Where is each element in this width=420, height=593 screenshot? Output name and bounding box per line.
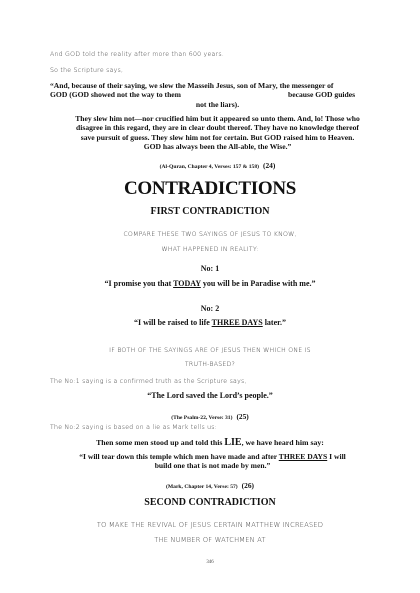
saying-emphasis: TODAY bbox=[173, 279, 201, 288]
saying-label-2: No: 2 bbox=[200, 304, 220, 313]
saying-text: “I promise you that bbox=[104, 279, 174, 288]
quote-line: They slew him not—nor crucified him but it appeared so unto them. And, lo! Those who bbox=[75, 114, 360, 123]
quote-line bbox=[50, 90, 385, 99]
compare-line-1: COMPARE THESE TWO SAYINGS OF JESUS TO KNOW, bbox=[123, 231, 297, 238]
quote-line: GOD has always been the All-able, the Wise.” bbox=[143, 142, 292, 152]
quote-fragment: GOD (GOD showed not the way to them bbox=[50, 90, 181, 100]
quote-emphasis: THREE DAYS bbox=[278, 452, 328, 461]
saying-text: you will be in Paradise with me.” bbox=[200, 279, 316, 288]
mark-quote bbox=[40, 452, 385, 471]
quote-text: I will bbox=[327, 452, 346, 461]
psalm-reference bbox=[0, 406, 420, 424]
quote-text: “I will tear down this temple which men have made and after bbox=[79, 452, 279, 461]
saying-2 bbox=[0, 318, 420, 327]
compare-line-2: WHAT HAPPENED IN REALITY: bbox=[161, 246, 259, 253]
quote-line: not the liars). bbox=[195, 99, 240, 109]
question-line-2: TRUTH-BASED? bbox=[184, 361, 236, 368]
second-line-2: THE NUMBER OF WATCHMEN AT bbox=[154, 536, 266, 544]
section-title: FIRST CONTRADICTION bbox=[150, 206, 270, 217]
intro-line-1: And GOD told the reality after more than 600 years. bbox=[50, 51, 225, 58]
quote-line: “And, because of their saying, we slew the Masseih Jesus, son of Mary, the messenger of bbox=[50, 81, 334, 90]
quote-fragment: because GOD guides bbox=[288, 90, 356, 100]
saying-label-1: No: 1 bbox=[200, 264, 220, 273]
page-number: 346 bbox=[206, 560, 214, 565]
quran-reference bbox=[50, 155, 385, 173]
quran-quote bbox=[50, 81, 385, 109]
quote-line: save pursuit of guess. They slew him not for certain. But GOD raised him to Heaven. bbox=[80, 132, 355, 142]
saying-text: “I will be raised to life bbox=[134, 318, 212, 327]
section-title-2: SECOND CONTRADICTION bbox=[144, 497, 276, 508]
mark-text: , we have heard him say: bbox=[241, 438, 324, 447]
page-title: CONTRADICTIONS bbox=[123, 178, 297, 199]
reference-number: (25) bbox=[236, 412, 249, 421]
mark-reference bbox=[0, 475, 420, 493]
saying-text: later.” bbox=[262, 318, 286, 327]
reference-number: (26) bbox=[241, 481, 254, 490]
question-line-1: IF BOTH OF THE SAYINGS ARE OF JESUS THEN WHICH ONE IS bbox=[109, 347, 311, 354]
reference-number: (24) bbox=[263, 161, 276, 170]
reference-text: (Al-Quran, Chapter 4, Verses: 157 & 158) bbox=[159, 164, 259, 170]
intro-line-2: So the Scripture says, bbox=[50, 67, 124, 74]
psalm-quote: “The Lord saved the Lord’s people.” bbox=[147, 391, 273, 400]
second-line-1: TO MAKE THE REVIVAL OF JESUS CERTAIN MATTHEW INCREASED bbox=[96, 521, 324, 529]
quote-line: disagree in this regard, they are in clear doubt thereof. They have no knowledge thereof bbox=[76, 123, 359, 133]
quran-quote-continued bbox=[50, 114, 385, 152]
lie-intro-line: The No:2 saying is based on a lie as Mark tells us: bbox=[50, 424, 218, 431]
quote-line: build one that is not made by men.” bbox=[154, 461, 271, 471]
quote-line bbox=[40, 452, 385, 461]
reference-text: (The Psalm-22, Verse: 31) bbox=[171, 415, 233, 421]
mark-intro bbox=[0, 437, 420, 448]
mark-text: Then some men stood up and told this bbox=[96, 438, 225, 447]
mark-lie-word: LIE bbox=[224, 437, 242, 448]
reference-text: (Mark, Chapter 14, Verse: 57) bbox=[166, 484, 238, 490]
confirmed-line: The No:1 saying is a confirmed truth as the Scripture says, bbox=[50, 378, 247, 385]
saying-emphasis: THREE DAYS bbox=[211, 318, 263, 327]
saying-1 bbox=[0, 279, 420, 288]
